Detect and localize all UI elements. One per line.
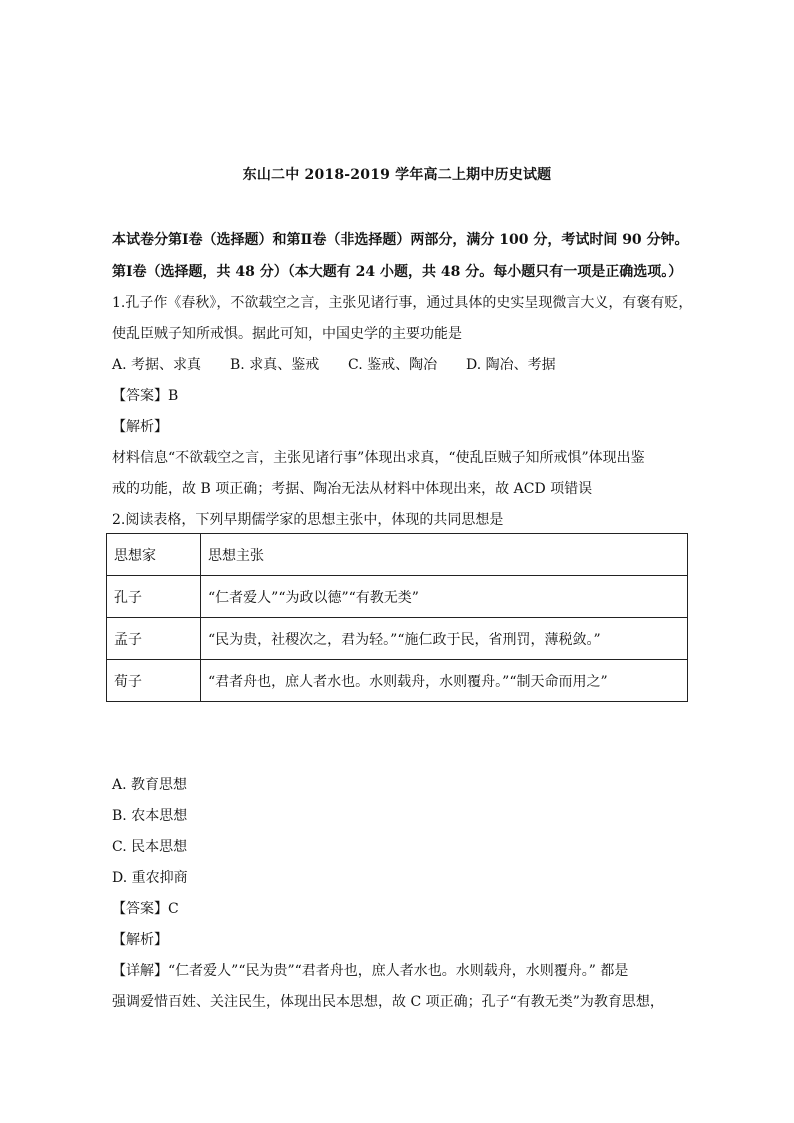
q1-stem-line-1: 1.孔子作《春秋》，不欲载空之言，主张见诸行事，通过具体的史实呈现微言大义，有褒有贬， <box>112 295 693 311</box>
q2-detail-line-1: 【详解】“仁者爱人”“民为贵”“君者舟也，庶人者水也。水则载舟，水则覆舟。” 都是 <box>112 963 629 979</box>
table-cell-ideas: “仁者爱人”“为政以德”“有教无类” <box>201 576 688 618</box>
q1-answer: 【答案】B <box>112 388 179 404</box>
q2-option-c: C. 民本思想 <box>112 839 188 855</box>
q2-option-a: A. 教育思想 <box>112 777 188 793</box>
q2-detail-line-2: 强调爱惜百姓、关注民生，体现出民本思想，故 C 项正确；孔子“有教无类”为教育思想， <box>112 994 664 1010</box>
q1-option-b: B. 求真、鉴戒 <box>230 357 320 373</box>
q1-option-c: C. 鉴戒、陶冶 <box>348 357 438 373</box>
table-row <box>107 660 688 702</box>
table-header-row <box>107 534 688 576</box>
q2-stem: 2.阅读表格，下列早期儒学家的思想主张中，体现的共同思想是 <box>112 512 504 528</box>
table-header-thinker: 思想家 <box>107 534 201 576</box>
q2-option-d: D. 重农抑商 <box>112 870 188 886</box>
q1-option-a: A. 考据、求真 <box>112 357 202 373</box>
q1-analysis-line-1: 材料信息“不欲载空之言，主张见诸行事”体现出求真，“使乱臣贼子知所戒惧”体现出鉴 <box>112 450 645 466</box>
q2-analysis-label: 【解析】 <box>112 932 168 948</box>
q1-analysis-label: 【解析】 <box>112 419 168 435</box>
q1-stem-line-2: 使乱臣贼子知所戒惧。据此可知，中国史学的主要功能是 <box>112 326 462 342</box>
table-cell-ideas: “君者舟也，庶人者水也。水则载舟，水则覆舟。”“制天命而用之” <box>201 660 688 702</box>
q1-options <box>112 354 556 374</box>
exam-intro-line-2: 第Ⅰ卷（选择题，共 48 分）（本大题有 24 小题，共 48 分。每小题只有一项是正确选项。） <box>112 264 683 280</box>
table-row <box>107 618 688 660</box>
exam-title: 东山二中 2018-2019 学年高二上期中历史试题 <box>242 167 552 183</box>
q1-analysis-line-2: 戒的功能，故 B 项正确；考据、陶冶无法从材料中体现出来，故 ACD 项错误 <box>112 481 593 497</box>
q2-answer: 【答案】C <box>112 901 179 917</box>
q2-option-b: B. 农本思想 <box>112 808 188 824</box>
q1-option-d: D. 陶冶、考据 <box>466 357 556 373</box>
exam-intro-line-1: 本试卷分第Ⅰ卷（选择题）和第Ⅱ卷（非选择题）两部分，满分 100 分，考试时间 90 分钟。 <box>112 232 689 248</box>
thinkers-table <box>106 533 688 702</box>
table-cell-ideas: “民为贵，社稷次之，君为轻。”“施仁政于民，省刑罚，薄税敛。” <box>201 618 688 660</box>
table-header-ideas: 思想主张 <box>201 534 688 576</box>
table-cell-thinker: 孟子 <box>107 618 201 660</box>
table-cell-thinker: 孔子 <box>107 576 201 618</box>
table-cell-thinker: 荀子 <box>107 660 201 702</box>
table-row <box>107 576 688 618</box>
